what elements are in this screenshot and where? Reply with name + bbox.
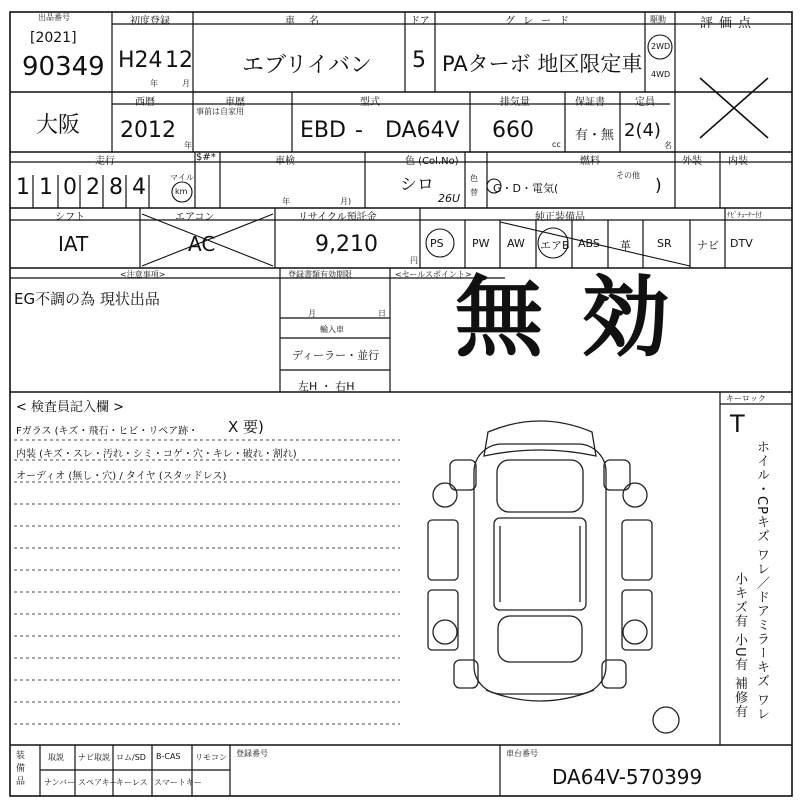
accessories-label: 装備品	[16, 751, 26, 787]
handle-label: 左H ・ 右H	[298, 380, 355, 393]
recycle-amount: 9,210	[315, 232, 378, 257]
year-code: [2021]	[30, 30, 77, 46]
door-label: ドア	[410, 16, 430, 27]
expiry-label: 登録書類有効期限	[288, 270, 352, 279]
door-count: 5	[412, 48, 426, 73]
displacement: 660	[492, 118, 534, 143]
acc-keyless: キーレス	[116, 778, 148, 787]
side-note-2: 小キズ有 小U有 補修有	[732, 572, 747, 719]
sales-point-label: <セールスポイント>	[395, 270, 472, 279]
equip-dtv: DTV	[730, 237, 753, 250]
equip-sr: SR	[657, 237, 672, 250]
car-name: エブリイバン	[242, 53, 373, 78]
recycle-label: リサイクル預託金	[298, 212, 377, 223]
equip-airbag: エアB	[540, 239, 570, 252]
capacity: 2(4)	[624, 120, 661, 141]
model-prefix: EBD	[300, 118, 346, 143]
fuel-other: その他	[616, 171, 640, 180]
void-stamp: 無 効	[455, 265, 674, 369]
acc-smart-key: スマートキー	[154, 778, 202, 787]
mileage-digit-3: 0	[63, 175, 77, 200]
year-mark: 年	[150, 79, 158, 88]
reg-number-label: 登録番号	[236, 749, 268, 758]
mileage-digit-4: 2	[86, 175, 100, 200]
lot-number: 90349	[22, 52, 105, 82]
mileage-digit-5: 8	[109, 175, 123, 200]
acc-plate: ナンバー	[44, 778, 76, 787]
aircon-label: エアコン	[175, 212, 215, 223]
western-year-mark: 年	[184, 141, 192, 150]
first-reg-label: 初度登録	[130, 16, 170, 27]
equip-leather: 革	[620, 239, 631, 252]
keylock-mark: T	[730, 410, 745, 438]
color-code: 26U	[438, 192, 461, 205]
capacity-label: 定員	[635, 97, 655, 108]
inspection-month-mark: 月)	[340, 197, 352, 206]
color-value: シロ	[400, 175, 434, 195]
vehicle-diagram	[428, 421, 679, 733]
dealer-label: ディーラー・並行	[292, 349, 380, 362]
drive-2wd: 2WD	[651, 42, 671, 51]
audio-tire-line: オーディオ (無し・穴) / タイヤ (スタッドレス)	[16, 471, 227, 482]
acc-remote: リモコン	[195, 753, 227, 762]
side-note-1: ホイル・CPキズ ワレ／ドアミラーキズ ワレ	[754, 440, 769, 722]
first-reg-month: 12	[165, 48, 193, 73]
lot-label: 出品番号	[38, 13, 70, 22]
drive-label: 駆動	[650, 15, 666, 24]
equip-navi: ナビ	[697, 239, 719, 252]
displacement-label: 排気量	[500, 97, 530, 108]
color-change-label: 色替	[470, 174, 478, 197]
equip-aw: AW	[507, 237, 525, 250]
mileage-digit-6: 4	[132, 175, 146, 200]
acc-rom-sd: ロム/SD	[116, 753, 146, 762]
fuel-value: G・D・電気(	[493, 182, 559, 195]
mile-unit: マイル	[170, 173, 194, 182]
month-mark: 月	[182, 79, 190, 88]
import-label: 輸入車	[320, 325, 344, 334]
shift: IAT	[58, 232, 89, 256]
inspection-title: < 検査員記入欄 >	[16, 400, 125, 415]
western-year: 2012	[120, 118, 176, 143]
expiry-day-mark: 日	[378, 309, 386, 318]
inspection-year-mark: 年	[282, 197, 290, 206]
shift-label: シフト	[55, 212, 85, 223]
fuel-label: 燃料	[580, 156, 600, 167]
region: 大阪	[36, 113, 81, 138]
inspection-label: 車検	[275, 156, 295, 167]
equip-ps: PS	[430, 237, 444, 250]
interior-line: 内装 (キズ・スレ・汚れ・シミ・コゲ・穴・キレ・破れ・割れ)	[16, 449, 297, 460]
grade-label: グレード	[505, 16, 577, 27]
mileage-digit-1: 1	[16, 175, 30, 200]
expiry-month-mark: 月	[308, 309, 316, 318]
warranty-value: 有・無	[575, 128, 615, 143]
acc-manual: 取説	[48, 753, 64, 762]
aircon: AC	[188, 232, 216, 256]
warranty-label: 保証書	[575, 97, 605, 108]
keylock-label: キーロック	[726, 394, 766, 403]
exterior-label: 外装	[682, 156, 702, 167]
mileage-digit-2: 1	[39, 175, 53, 200]
acc-spare-key: スペアキー	[78, 778, 118, 787]
score-label: 評価点	[700, 16, 758, 31]
car-name-label: 車名	[285, 16, 333, 27]
fuel-close: )	[655, 176, 662, 196]
navi-tuner-label: ﾅﾋﾞﾁｭｰﾅｰ付	[727, 211, 762, 219]
yen-unit: 円	[410, 256, 418, 265]
equip-pw: PW	[472, 237, 490, 250]
equipment-label: 純正装備品	[535, 212, 585, 223]
grade: PAターボ 地区限定車	[442, 52, 643, 76]
mileage-label: 走行	[95, 156, 115, 167]
drive-4wd: 4WD	[651, 70, 671, 79]
history-label: 車歴	[225, 97, 245, 108]
acc-navi-manual: ナビ取説	[78, 753, 110, 762]
first-reg-era: H24	[118, 48, 163, 73]
model-code: DA64V	[385, 118, 460, 143]
equip-abs: ABS	[578, 237, 600, 250]
caution-text: EG不調の為 現状出品	[14, 290, 160, 308]
chassis-number: DA64V-570399	[552, 765, 703, 789]
caution-label: <注意事項>	[120, 270, 166, 279]
interior-label: 内装	[728, 156, 748, 167]
acc-bcas: B-CAS	[156, 752, 181, 761]
western-label: 西暦	[135, 97, 155, 108]
history-note: 事前は自家用	[196, 107, 244, 116]
fglass-line: Fガラス (キズ・飛石・ヒビ・リペア跡・	[16, 426, 199, 437]
km-unit: km	[175, 187, 188, 196]
color-label: 色 (Col.No)	[405, 156, 459, 167]
capacity-unit: 名	[664, 141, 672, 150]
cc-unit: cc	[552, 140, 561, 149]
model-dash: -	[355, 118, 363, 143]
meter-label: $#*	[196, 152, 216, 163]
chassis-label: 車台番号	[506, 749, 538, 758]
model-label: 型式	[360, 97, 380, 108]
fglass-mark: X 要)	[228, 418, 264, 436]
